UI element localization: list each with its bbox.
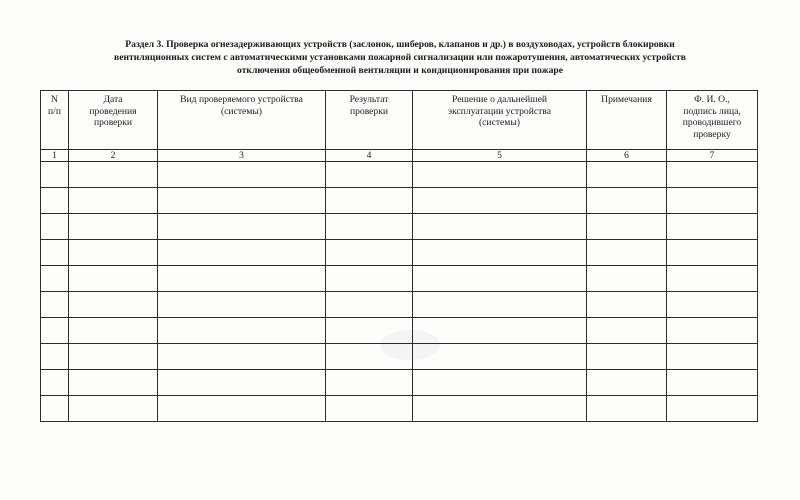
table-body [41,162,758,422]
table-row [41,318,758,344]
empty-entry-cell[interactable] [69,188,158,214]
column-number: 4 [326,150,413,162]
empty-entry-cell[interactable] [413,240,587,266]
empty-entry-cell[interactable] [587,370,667,396]
column-number: 7 [667,150,758,162]
empty-entry-cell[interactable] [587,214,667,240]
empty-entry-cell[interactable] [69,370,158,396]
empty-entry-cell[interactable] [667,370,758,396]
empty-entry-cell[interactable] [413,162,587,188]
empty-entry-cell[interactable] [326,214,413,240]
empty-entry-cell[interactable] [326,344,413,370]
section-title [40,38,760,77]
empty-entry-cell[interactable] [158,240,326,266]
empty-entry-cell[interactable] [158,344,326,370]
header-label: Результат проверки [349,94,389,117]
empty-entry-cell[interactable] [413,318,587,344]
empty-entry-cell[interactable] [667,318,758,344]
empty-entry-cell[interactable] [69,396,158,422]
empty-entry-cell[interactable] [41,292,69,318]
empty-entry-cell[interactable] [326,318,413,344]
table-row [41,214,758,240]
empty-entry-cell[interactable] [158,292,326,318]
empty-entry-cell[interactable] [413,396,587,422]
header-cell-decision [413,91,587,150]
table-row [41,188,758,214]
empty-entry-cell[interactable] [69,344,158,370]
header-cell-inspector [667,91,758,150]
empty-entry-cell[interactable] [667,266,758,292]
empty-entry-cell[interactable] [587,162,667,188]
column-number: 2 [69,150,158,162]
empty-entry-cell[interactable] [158,370,326,396]
empty-entry-cell[interactable] [413,214,587,240]
table-row [41,266,758,292]
empty-entry-cell[interactable] [667,188,758,214]
inspection-log-table [40,90,758,422]
empty-entry-cell[interactable] [667,396,758,422]
header-label: Примечания [601,94,652,105]
empty-entry-cell[interactable] [326,396,413,422]
table-row [41,292,758,318]
empty-entry-cell[interactable] [667,240,758,266]
empty-entry-cell[interactable] [667,162,758,188]
empty-entry-cell[interactable] [326,188,413,214]
header-cell-number [41,91,69,150]
empty-entry-cell[interactable] [587,396,667,422]
column-number: 3 [158,150,326,162]
empty-entry-cell[interactable] [41,344,69,370]
empty-entry-cell[interactable] [587,292,667,318]
empty-entry-cell[interactable] [413,292,587,318]
empty-entry-cell[interactable] [587,266,667,292]
empty-entry-cell[interactable] [413,188,587,214]
empty-entry-cell[interactable] [326,266,413,292]
empty-entry-cell[interactable] [158,318,326,344]
empty-entry-cell[interactable] [587,188,667,214]
empty-entry-cell[interactable] [41,318,69,344]
header-label: Ф. И. О., подпись лица, проводившего проверку [682,94,742,140]
section-title-line-2: вентиляционных систем с автоматическими установками пожарной сигнализации или пожаротушения, автоматических устройств [114,52,686,63]
empty-entry-cell[interactable] [41,396,69,422]
table-row [41,162,758,188]
empty-entry-cell[interactable] [69,214,158,240]
header-cell-notes [587,91,667,150]
column-number: 6 [587,150,667,162]
empty-entry-cell[interactable] [667,292,758,318]
header-cell-result [326,91,413,150]
section-title-line-1: Раздел 3. Проверка огнезадерживающих устройств (заслонок, шиберов, клапанов и др.) в воздуховодах, устройств блокировки [125,39,675,50]
empty-entry-cell[interactable] [69,318,158,344]
table-header-row [41,91,758,150]
table-row [41,396,758,422]
column-number: 1 [41,150,69,162]
empty-entry-cell[interactable] [667,214,758,240]
empty-entry-cell[interactable] [41,266,69,292]
header-label: Вид проверяемого устройства (системы) [180,94,303,117]
empty-entry-cell[interactable] [158,214,326,240]
empty-entry-cell[interactable] [587,240,667,266]
column-number-row [41,150,758,162]
empty-entry-cell[interactable] [41,188,69,214]
empty-entry-cell[interactable] [667,344,758,370]
header-cell-device-type [158,91,326,150]
empty-entry-cell[interactable] [41,162,69,188]
empty-entry-cell[interactable] [158,396,326,422]
empty-entry-cell[interactable] [158,162,326,188]
header-cell-date [69,91,158,150]
empty-entry-cell[interactable] [326,370,413,396]
empty-entry-cell[interactable] [41,240,69,266]
empty-entry-cell[interactable] [69,240,158,266]
empty-entry-cell[interactable] [69,292,158,318]
header-label: Дата проведения проверки [89,94,137,128]
empty-entry-cell[interactable] [413,370,587,396]
empty-entry-cell[interactable] [41,370,69,396]
empty-entry-cell[interactable] [587,318,667,344]
column-number: 5 [413,150,587,162]
empty-entry-cell[interactable] [413,344,587,370]
empty-entry-cell[interactable] [326,162,413,188]
empty-entry-cell[interactable] [158,266,326,292]
empty-entry-cell[interactable] [413,266,587,292]
empty-entry-cell[interactable] [69,162,158,188]
header-label: Решение о дальнейшей эксплуатации устройства (системы) [448,94,551,128]
empty-entry-cell[interactable] [326,292,413,318]
section-title-line-3: отключения общеобменной вентиляции и кондиционирования при пожаре [237,65,563,76]
table-row [41,240,758,266]
empty-entry-cell[interactable] [41,214,69,240]
header-label: N п/п [48,94,61,117]
table-row [41,344,758,370]
empty-entry-cell[interactable] [326,240,413,266]
empty-entry-cell[interactable] [587,344,667,370]
empty-entry-cell[interactable] [69,266,158,292]
table-row [41,370,758,396]
empty-entry-cell[interactable] [158,188,326,214]
